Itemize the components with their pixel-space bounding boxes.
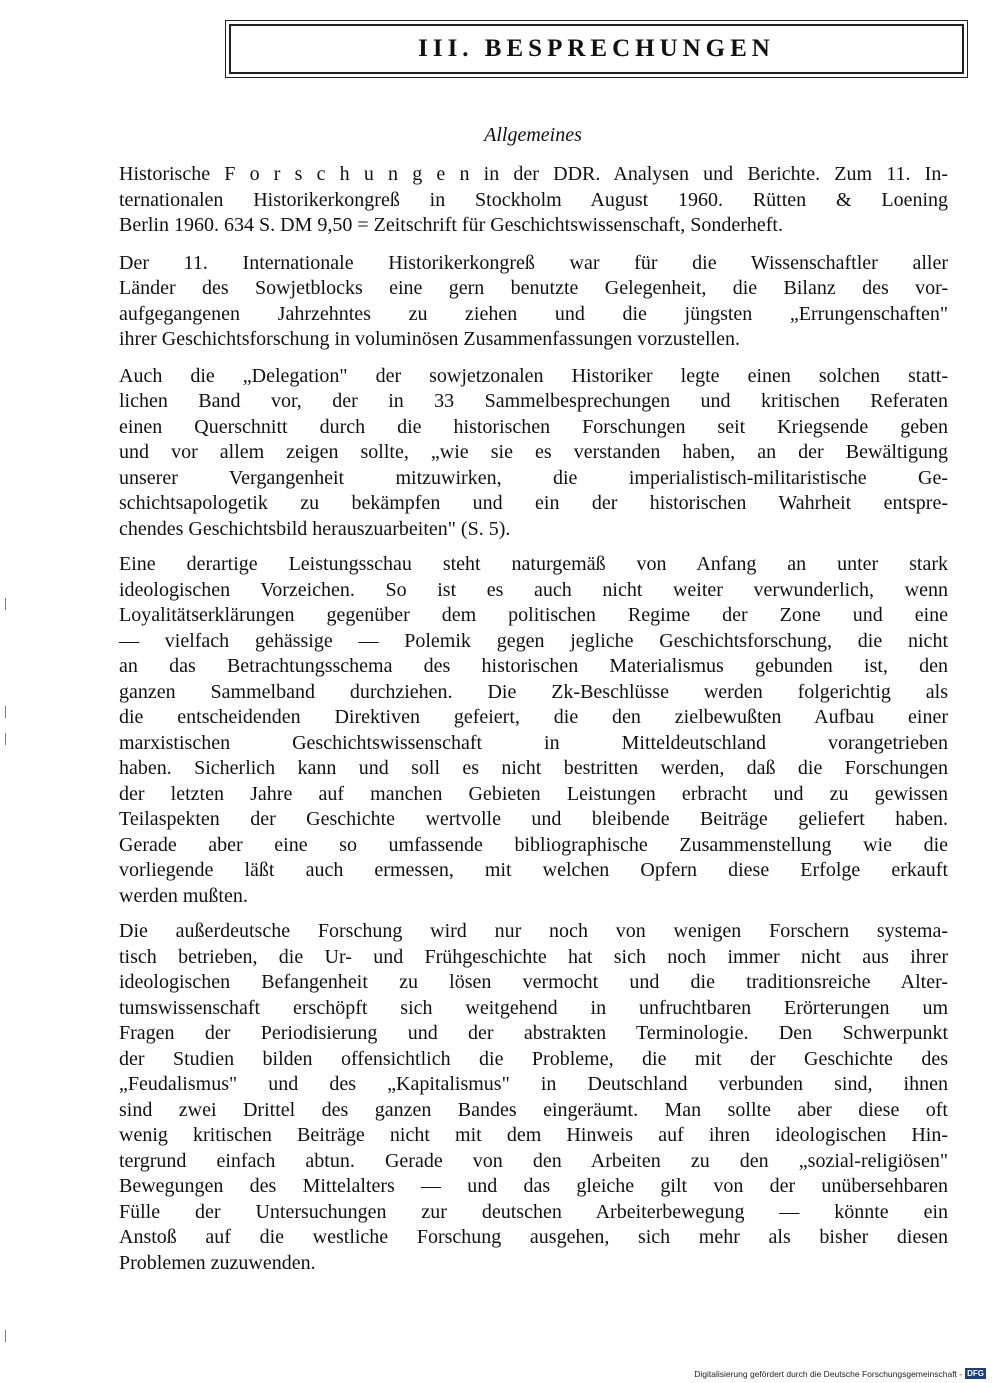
text-line: vorliegende läßt auch ermessen, mit welchen Opfern diese Erfolge erkauft [119,859,948,881]
paragraph-1 [119,251,948,353]
bibliography-line: ternationalen Historikerkongreß in Stockholm August 1960. Rütten & Loening [119,188,948,211]
text-line: ideologischen Vorzeichen. So ist es auch nicht weiter verwunderlich, wenn [119,578,948,601]
text-line: tergrund einfach abtun. Gerade von den Arbeiten zu den „sozial-religiösen" [119,1149,948,1172]
text-line: sind zwei Drittel des ganzen Bandes eingeräumt. Man sollte aber diese oft [119,1098,948,1121]
margin-mark [5,598,6,610]
paragraph-4 [119,919,948,1276]
text-line: einen Querschnitt durch die historischen Forschungen seit Kriegsende geben [119,415,948,438]
text-line: ganzen Sammelband durchziehen. Die Zk-Beschlüsse werden folgerichtig als [119,680,948,703]
text-line: haben. Sicherlich kann und soll es nicht bestritten werden, daß die Forschungen [119,757,948,779]
footer-text: Digitalisierung gefördert durch die Deutsche Forschungsgemeinschaft - [694,1368,963,1379]
bibliography-line: Berlin 1960. 634 S. DM 9,50 = Zeitschrift für Geschichtswissenschaft, Sonderheft. [119,214,783,236]
text-line: wenig kritischen Beiträge nicht mit dem Hinweis auf ihren ideologischen Hin- [119,1124,948,1146]
text-line: der letzten Jahre auf manchen Gebieten Leistungen erbracht und zu gewissen [119,782,948,805]
bibliography-entry [119,162,948,239]
text-line: Eine derartige Leistungsschau steht naturgemäß von Anfang an unter stark [119,553,948,575]
text-line: Problemen zuzuwenden. [119,1251,316,1274]
text-line: die entscheidenden Direktiven gefeiert, die den zielbewußten Aufbau einer [119,706,948,728]
paragraph-2 [119,364,948,543]
bibliography-line: Historische F o r s c h u n g e n in der DDR. Analysen und Berichte. Zum 11. In- [119,163,948,185]
text-line: Länder des Sowjetblocks eine gern benutzte Gelegenheit, die Bilanz des vor- [119,277,948,299]
text-line: — vielfach gehässige — Polemik gegen jegliche Geschichtsforschung, die nicht [119,629,948,652]
text-line: ihrer Geschichtsforschung in voluminösen Zusammenfassungen vorzustellen. [119,328,740,350]
text-line: Fülle der Untersuchungen zur deutschen Arbeiterbewegung — könnte ein [119,1200,948,1223]
text-line: lichen Band vor, der in 33 Sammelbesprechungen und kritischen Referaten [119,390,948,412]
text-line: schichtsapologetik zu bekämpfen und ein der historischen Wahrheit entspre- [119,492,948,514]
article-body [119,162,948,1276]
text-line: aufgegangenen Jahrzehntes zu ziehen und die jüngsten „Errungenschaften" [119,302,948,325]
margin-mark [5,733,6,745]
text-line: Fragen der Periodisierung und der abstrakten Terminologie. Den Schwerpunkt [119,1022,948,1044]
header-box [229,24,964,74]
text-line: Loyalitätserklärungen gegenüber dem politischen Regime der Zone und eine [119,604,948,626]
text-line: Der 11. Internationale Historikerkongreß war für die Wissenschaftler aller [119,251,948,274]
text-line: Bewegungen des Mittelalters — und das gleiche gilt von der unübersehbaren [119,1175,948,1197]
text-line: an das Betrachtungsschema des historischen Materialismus gebunden ist, den [119,655,948,677]
text-line: tisch betrieben, die Ur- und Frühgeschichte hat sich noch immer nicht aus ihrer [119,945,948,968]
margin-mark [5,1330,6,1342]
text-line: marxistischen Geschichtswissenschaft in Mitteldeutschland vorangetrieben [119,731,948,754]
margin-mark [5,706,6,718]
text-line: tumswissenschaft erschöpft sich weitgehend in unfruchtbaren Erörterungen um [119,996,948,1019]
text-line: und vor allem zeigen sollte, „wie sie es verstanden haben, an der Bewältigung [119,441,948,463]
text-line: Gerade aber eine so umfassende bibliographische Zusammenstellung wie die [119,833,948,856]
text-line: Die außerdeutsche Forschung wird nur noch von wenigen Forschern systema- [119,920,948,942]
paragraph-3 [119,552,948,909]
section-title: Allgemeines [484,124,582,146]
page-title: III. BESPRECHUNGEN [418,35,775,62]
text-line: unserer Vergangenheit mitzuwirken, die imperialistisch-militaristische Ge- [119,466,948,489]
funding-footer [694,1368,986,1379]
text-line: chendes Geschichtsbild herauszuarbeiten" (S. 5). [119,517,511,540]
text-line: ideologischen Befangenheit zu lösen vermocht und die traditionsreiche Alter- [119,971,948,993]
dfg-logo-icon: DFG [967,1369,984,1378]
text-line: Anstoß auf die westliche Forschung ausgehen, sich mehr als bisher diesen [119,1226,948,1248]
text-line: „Feudalismus" und des „Kapitalismus" in Deutschland verbunden sind, ihnen [119,1073,948,1095]
text-line: Auch die „Delegation" der sowjetzonalen Historiker legte einen solchen statt- [119,364,948,387]
text-line: werden mußten. [119,884,248,907]
text-line: der Studien bilden offensichtlich die Probleme, die mit der Geschichte des [119,1047,948,1070]
text-line: Teilaspekten der Geschichte wertvolle und bleibende Beiträge geliefert haben. [119,808,948,830]
